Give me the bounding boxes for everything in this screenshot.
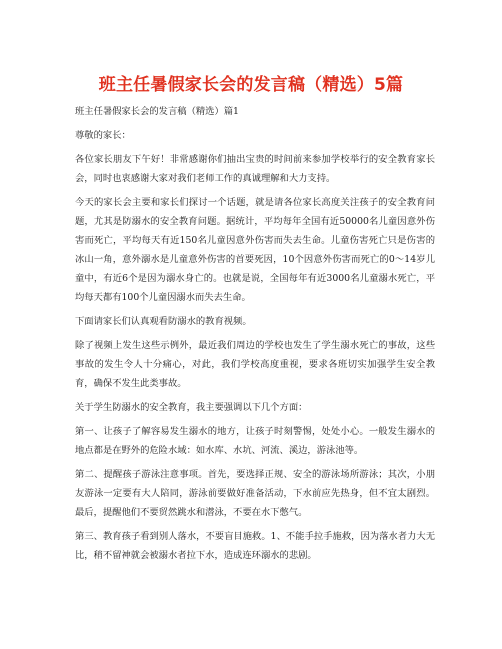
section-heading: 班主任暑假家长会的发言稿（精选）篇1 [75, 106, 239, 117]
salutation: 尊敬的家长： [75, 130, 131, 141]
paragraph: 今天的家长会主要和家长们探讨一个话题，就是请各位家长高度关注孩子的安全教育问题，尤其是防溺水的安全教育问题。据统计，平均每年全国有近50000名儿童因意外伤害而死亡，平均每天有近150名儿童因意外伤害而失去生命。儿童伤害死亡只是伤害的冰山一角，意外溺水是儿童意外伤害的首要死因，10个因意外伤害而死亡的0～14岁儿童中，有近6个是因为溺水身亡的。也就是说，全国每年有近3000名儿童溺水死亡，平均每天都有100个儿童因溺水而失去生命。 [75, 197, 435, 303]
paragraph: 除了视频上发生这些示例外，最近我们周边的学校也发生了学生溺水死亡的事故，这些事故的发生令人十分痛心，对此，我们学校高度重视，要求各班切实加强学生安全教育，确保不发生此类事故。 [75, 340, 435, 389]
paragraph: 第二、提醒孩子游泳注意事项。首先，要选择正规、安全的游泳场所游泳；其次，小朋友游泳一定要有大人陪同，游泳前要做好准备活动，下水前应先热身，但不宜太剧烈。最后，提醒他们不要贸然跳水和潜泳，不要在水下憋气。 [75, 469, 435, 518]
paragraph: 第一、让孩子了解容易发生溺水的地方，让孩子时刻警惕，处处小心。一般发生溺水的地点都是在野外的危险水域：如水库、水坑、河流、溪边，游泳池等。 [75, 426, 435, 456]
paragraph: 第三、教育孩子看到别人落水，不要盲目施救。1、不能手拉手施救，因为落水者力大无比，稍不留神就会被溺水者拉下水，造成连环溺水的悲剧。 [75, 531, 435, 561]
document-title: 班主任暑假家长会的发言稿（精选）5篇 [98, 75, 404, 95]
document-body [75, 102, 435, 570]
paragraph: 下面请家长们认真观看防溺水的教育视频。 [75, 316, 252, 327]
paragraph: 关于学生防溺水的安全教育，我主要强调以下几个方面： [75, 402, 308, 413]
paragraph: 各位家长朋友下午好！非常感谢你们抽出宝贵的时间前来参加学校举行的安全教育家长会，同时也衷感谢大家对我们老师工作的真诚理解和大力支持。 [75, 154, 435, 184]
